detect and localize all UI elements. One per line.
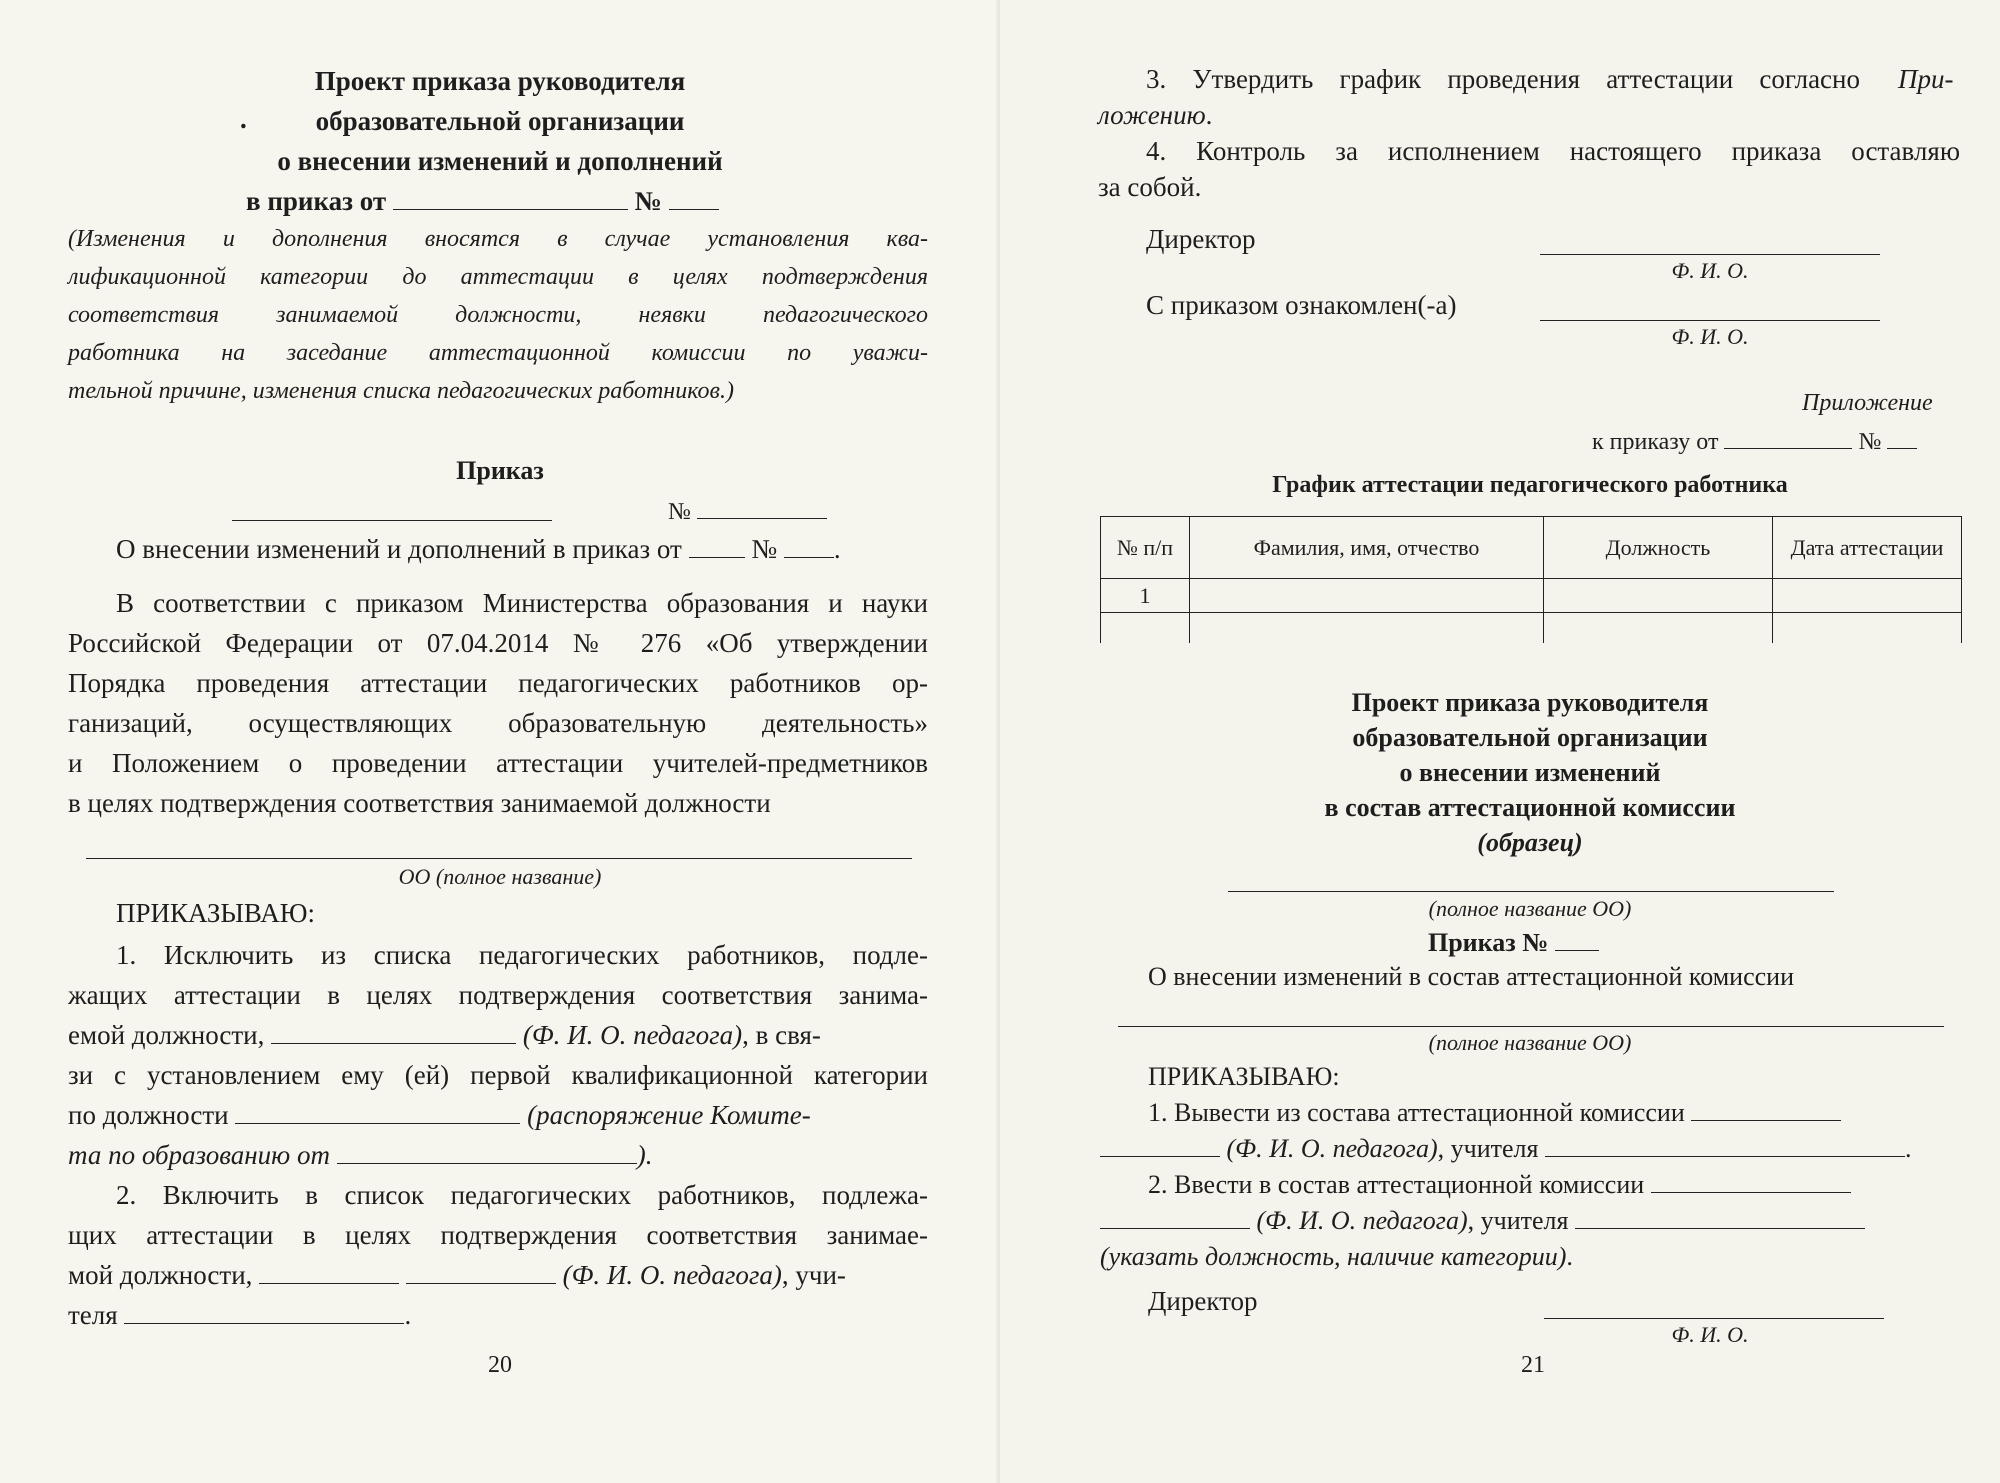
table-header-row bbox=[1101, 517, 1962, 579]
director-signature-line-2 bbox=[1544, 1318, 1884, 1319]
page-number-left: 20 bbox=[488, 1352, 512, 1378]
note-line-1: (Изменения и дополнения вносятся в случае установления ква- bbox=[68, 226, 928, 252]
table-cell bbox=[1773, 613, 1962, 643]
order2-heading: Приказ № bbox=[1428, 928, 1599, 958]
table-cell bbox=[1190, 579, 1544, 613]
order-blank-line bbox=[232, 520, 552, 521]
order-number: № bbox=[668, 496, 827, 526]
oo-name-line-1 bbox=[1228, 891, 1834, 892]
table-cell: 1 bbox=[1101, 579, 1190, 613]
title2-line-2: образовательной организации bbox=[1352, 723, 1708, 752]
item4-line-1: 4. Контроль за исполнением настоящего приказа оставляю bbox=[1146, 136, 1960, 166]
order-heading: Приказ bbox=[456, 456, 544, 485]
acquainted-fio: Ф. И. О. bbox=[1671, 324, 1749, 349]
header-number: № п/п bbox=[1101, 517, 1190, 579]
director-fio: Ф. И. О. bbox=[1671, 258, 1749, 283]
schedule-table bbox=[1100, 516, 1962, 643]
acquainted-label: С приказом ознакомлен(-а) bbox=[1146, 290, 1457, 320]
oo-name-line-2 bbox=[1118, 1026, 1944, 1027]
note-line-2: лификационной категории до аттестации в целях подтверждения bbox=[68, 264, 928, 290]
about-line: О внесении изменений и дополнений в приказ от № . bbox=[116, 534, 841, 564]
item2-line-3: мой должности, (Ф. И. О. педагога), учи- bbox=[68, 1260, 846, 1290]
title2-line-4: в состав аттестационной комиссии bbox=[1324, 793, 1736, 822]
header-name: Фамилия, имя, отчество bbox=[1190, 517, 1544, 579]
r-item1-line-1: 1. Вывести из состава аттестационной комиссии bbox=[1148, 1098, 1841, 1128]
table-cell bbox=[1773, 579, 1962, 613]
item1-line-6: та по образованию от ). bbox=[68, 1140, 653, 1170]
director-label-2: Директор bbox=[1148, 1286, 1258, 1316]
item3-appendix-word: При- bbox=[1898, 64, 1954, 94]
title-line-1: Проект приказа руководителя bbox=[314, 66, 686, 96]
r-item2-line-2: (Ф. И. О. педагога), учителя bbox=[1100, 1206, 1865, 1236]
item1-line-3: емой должности, (Ф. И. О. педагога), в свя- bbox=[68, 1020, 821, 1050]
item4-line-2: за собой. bbox=[1098, 172, 1202, 202]
order-word: ПРИКАЗЫВАЮ: bbox=[116, 898, 315, 928]
table-cell bbox=[1544, 579, 1773, 613]
item1-line-2: жащих аттестации в целях подтверждения соответствия занима- bbox=[68, 980, 928, 1010]
table-cell bbox=[1101, 613, 1190, 643]
r-item2-line-3: (указать должность, наличие категории). bbox=[1100, 1242, 1573, 1271]
table-cell bbox=[1190, 613, 1544, 643]
body-line-2: Российской Федерации от 07.04.2014 № 276 «Об утверждении bbox=[68, 628, 928, 658]
acquainted-signature-line bbox=[1540, 320, 1880, 321]
order-word-right: ПРИКАЗЫВАЮ: bbox=[1148, 1062, 1340, 1091]
header-position: Должность bbox=[1544, 517, 1773, 579]
full-name-caption-1: (полное название ОО) bbox=[1428, 896, 1632, 921]
oo-caption: ОО (полное название) bbox=[398, 864, 602, 889]
item1-line-4: зи с установлением ему (ей) первой квалификационной категории bbox=[68, 1060, 928, 1090]
r-item2-line-1: 2. Ввести в состав аттестационной комиссии bbox=[1148, 1170, 1851, 1200]
appendix-label: Приложение bbox=[1802, 390, 1933, 416]
header-date: Дата аттестации bbox=[1773, 517, 1962, 579]
item3-line-1: 3. Утвердить график проведения аттестации согласно bbox=[1146, 64, 1860, 94]
body-line-4: ганизаций, осуществляющих образовательную деятельность» bbox=[68, 708, 928, 738]
title-line-4: в приказ от № bbox=[246, 186, 719, 217]
director-signature-line bbox=[1540, 254, 1880, 255]
note-line-4: работника на заседание аттестационной комиссии по уважи- bbox=[68, 340, 928, 366]
about2-line: О внесении изменений в состав аттестационной комиссии bbox=[1148, 962, 1795, 991]
title-dot: . bbox=[240, 104, 247, 134]
body-line-5: и Положением о проведении аттестации учителей-предметников bbox=[68, 748, 928, 778]
director-fio-2: Ф. И. О. bbox=[1671, 1322, 1749, 1347]
body-line-3: Порядка проведения аттестации педагогических работников ор- bbox=[68, 668, 928, 698]
note-line-3: соответствия занимаемой должности, неявки педагогического bbox=[68, 302, 928, 328]
table-row bbox=[1101, 579, 1962, 613]
table-row bbox=[1101, 613, 1962, 643]
title-line-2: образовательной организации bbox=[315, 106, 685, 136]
item1-line-5: по должности (распоряжение Комите- bbox=[68, 1100, 811, 1130]
title2-line-5: (образец) bbox=[1477, 828, 1583, 857]
page-number-right: 21 bbox=[1521, 1352, 1545, 1378]
body-line-6: в целях подтверждения соответствия занимаемой должности bbox=[68, 788, 771, 818]
schedule-title: График аттестации педагогического работника bbox=[1272, 472, 1788, 498]
full-name-caption-2: (полное название ОО) bbox=[1428, 1030, 1632, 1055]
title-line-3: о внесении изменений и дополнений bbox=[277, 146, 723, 176]
item2-line-2: щих аттестации в целях подтверждения соответствия занимае- bbox=[68, 1220, 928, 1250]
item3-line-2: ложению. bbox=[1098, 100, 1213, 130]
item2-line-1: 2. Включить в список педагогических работников, подлежа- bbox=[116, 1180, 928, 1210]
table-cell bbox=[1544, 613, 1773, 643]
note-line-5: тельной причине, изменения списка педагогических работников.) bbox=[68, 378, 734, 404]
title2-line-3: о внесении изменений bbox=[1399, 758, 1661, 787]
appendix-ref: к приказу от № bbox=[1592, 426, 1917, 456]
body-line-1: В соответствии с приказом Министерства образования и науки bbox=[116, 588, 928, 618]
item2-line-4: теля . bbox=[68, 1300, 412, 1330]
oo-blank-line bbox=[86, 858, 912, 859]
r-item1-line-2: (Ф. И. О. педагога), учителя . bbox=[1100, 1134, 1911, 1164]
director-label: Директор bbox=[1146, 224, 1256, 254]
title2-line-1: Проект приказа руководителя bbox=[1351, 688, 1709, 717]
item1-line-1: 1. Исключить из списка педагогических работников, подле- bbox=[116, 940, 928, 970]
